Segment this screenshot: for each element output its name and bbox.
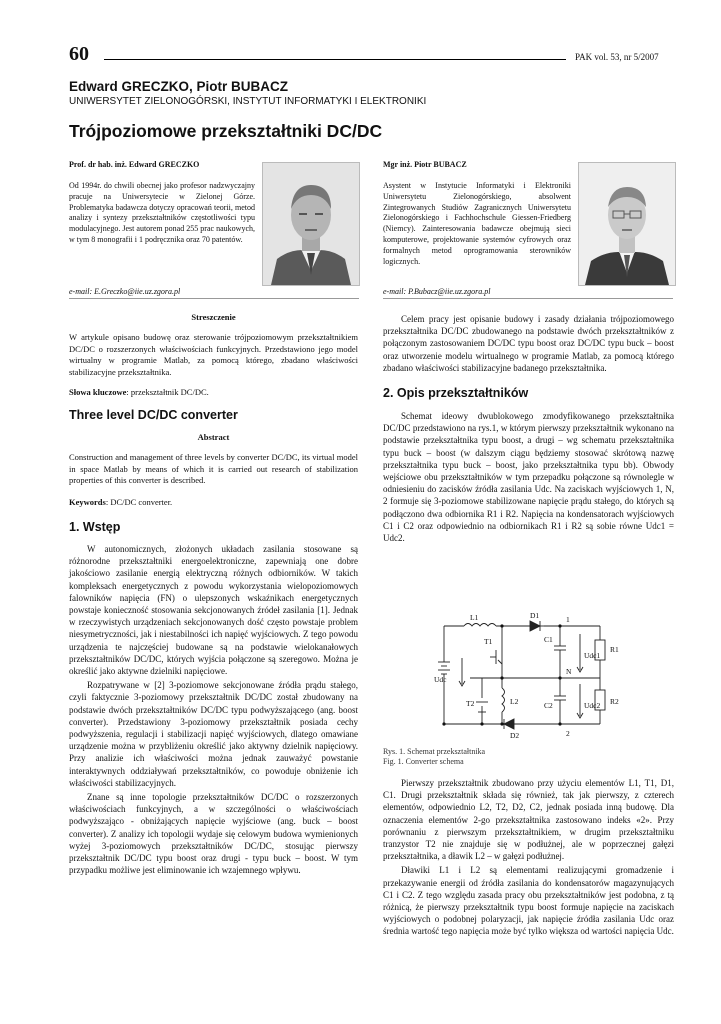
streszczenie-heading: Streszczenie <box>191 312 236 322</box>
right-column-lower <box>383 777 674 938</box>
paragraph-3: Znane są inne topologie przekształtników DC/DC o rozszerzonych właściwościach funkcyjnych, a w szczególności o właściwościach podwyższająco - obniżających napięcie wyjściowe (ang. buck – boost converter). Z analizy ich topologii wydaje się celowym budowa wymienionych wyżej 3-poziomowych przekształtników DC/DC, stosując pierwszy przekształtnik DC/DC typu boost oraz drugi - typu buck – boost. W tym przypadku możliwe jest eliminowanie ich wzajemnego wpływu. <box>69 791 358 876</box>
section-1-heading: 1. Wstęp <box>69 519 121 534</box>
author1-photo <box>262 162 360 286</box>
paragraph-5: Pierwszy przekształtnik zbudowano przy użyciu elementów L1, T1, D1, C1. Drugi przekształtnik składa się również, tak jak pierwszy, z czterech elementów, odpowiednio L2, T2, D2, C2, jednak posiada inną budowę. Dla oznaczenia elementów 2-go przekształtnika zastosowano indeks «2». Przy porównaniu z pierwszym przekształtnikiem, w drugim przekształtniku tranzystor T2 nie znajduje się w podłużnej, ale w poprzecznej gałęzi przekształtnika, a dławik L2 – w gałęzi podłużnej. <box>383 778 674 862</box>
page-number: 60 <box>69 43 89 65</box>
paragraph-4: Schemat ideowy dwublokowego zmodyfikowanego przekształtnika DC/DC przedstawiono na rys.1, w którym pierwszy przekształtnik wykonano na podstawie przekształtnika typu boost, a drugi – wg schematu przekształtnika typu buck – boost (w dalszym ciągu będziemy stosować skrótową nazwę przekształtnika typu buck – boost, jako przekształtnika typu bb). Obwody wejściowe obu przekształtników w tym przepadku połączone są równolegle w odniesieniu do zacisków źródła zasilania Udc. Na zaciskach wyjściowych 1, N, 2 formuje się 3-poziomowe stabilizowane napięcie prądu stałego, do których są podłączono dwa odbiornika R1 i R2. Napięcia na kondensatorach wyjściowych C1 i C2 oraz odpowiednio na odbiornikach R1 i R2 są sobie równe Udc1 = Udc2. <box>383 411 674 544</box>
label-R1: R1 <box>610 645 619 654</box>
bio2-text: Asystent w Instytucie Informatyki i Elektroniki Uniwersytetu Zielonogórskiego, absolwent Zintegrowanych Studiów Zagranicznych Uniwersytetu Zielonogórskiego i Fachhochschule Giessen-Friedberg (Niemcy). Zainteresowania badawcze obejmują sieci komputerowe, projektowanie systemów cyfrowych oraz formalnych metod oprogramowania sterowników logicznych. <box>383 181 571 266</box>
label-C2: C2 <box>544 701 553 710</box>
label-C1: C1 <box>544 635 553 644</box>
label-R2: R2 <box>610 697 619 706</box>
en-keywords-label: Keywords <box>69 496 106 507</box>
section-2-heading: 2. Opis przekształtników <box>383 386 529 401</box>
bio2-email: e-mail: P.Bubacz@iie.uz.zgora.pl <box>383 287 491 296</box>
article-authors: Edward GRECZKO, Piotr BUBACZ <box>69 79 289 94</box>
bio1-text: Od 1994r. do chwili obecnej jako profesor nadzwyczajny pracuje na Uniwersytecie w Zielonej Górze. Problematyka badawcza dotyczy opracowań teorii, metod analizy i syntezy przekształtników częstotliwości typu modulacyjnego. Jest autorem ponad 255 prac naukowych, w tym 8 monografii i 1 podręcznika oraz 70 patentów. <box>69 181 255 244</box>
author2-photo <box>578 162 676 286</box>
en-keywords-line <box>69 496 358 508</box>
bio1-divider <box>69 298 359 299</box>
keywords-label: Słowa kluczowe <box>69 387 127 397</box>
bio2-divider <box>383 298 673 299</box>
label-T1: T1 <box>484 637 493 646</box>
keywords-line <box>69 386 358 398</box>
paragraph-1: W autonomicznych, złożonych układach zasilania stosowane są różnorodne przekształtniki energoelektroniczne, zapewniają one dobre jakościowo zasilanie energią elektryczną różnych odbiorników. W takich kompleksach energetycznych z powodu wykorzystania wielopoziomowych falowników napięcia (FN) o ulepszonych wskaźnikach energetycznych powstaje konieczność stosowania sekcjonowanych źródeł zasilania [1]. Jednak w rzeczywistych urządzeniach sekcjonowanych dość często powstaje problem niesymetryczności, jak i niestabilności ich napięć wyjściowych. Z tego powodu urządzenia te najczęściej budowane są na podstawie wielokanałowych przekształtników DC/DC, których wyjścia połączone są szeregowo. Można je określić jako aktywne dzielniki napięciowe. <box>69 543 358 676</box>
paragraph-6: Dławiki L1 i L2 są elementami realizującymi gromadzenie i przekazywanie energii od źródła zasilania do kondensatorów magazynujących C1 i C2. Z tego względu zasada pracy obu przekształtników jest podobna, z tą różnicą, że pierwszy przekształtnik typu boost formuje napięcie na zaciskach wyjściowych o podobnej polaryzacji, jak napięcie źródła zasilania Udc oraz średnia wartość tego napięcia może być tylko większa od wartości napięcia Udc. <box>383 865 674 937</box>
right-column <box>383 313 674 544</box>
label-L2: L2 <box>510 697 519 706</box>
terminal-1: 1 <box>566 615 570 624</box>
bio2-name: Mgr inż. Piotr BUBACZ <box>383 160 467 169</box>
journal-info: PAK vol. 53, nr 5/2007 <box>575 52 659 62</box>
english-title: Three level DC/DC converter <box>69 408 238 423</box>
left-column <box>69 312 358 876</box>
label-Udc: Udc <box>434 675 447 684</box>
header-rule <box>104 59 566 60</box>
terminal-2: 2 <box>566 729 570 738</box>
label-Udc1: Udc1 <box>584 651 601 660</box>
label-T2: T2 <box>466 699 475 708</box>
label-D1: D1 <box>530 612 540 620</box>
abstract-heading: Abstract <box>197 432 230 443</box>
paragraph-2: Rozpatrywane w [2] 3-poziomowe sekcjonowane źródła prądu stałego, czyli faktycznie 3-poziomowy przekształtnik DC/DC został zbudowany na podstawie dwóch przekształtników DC/DC typu podwyższającego (ang. boost converter). Przedstawiony 3-poziomowy przekształtnik posiada cechy podwyższenia, regulacji i stabilizacji napięć wyjściowych, dlatego omawiane urządzenie można w przybliżeniu określić jako aktywny dzielnik napięciowy. Przy analizie ich właściwości można jednak zauważyć powstanie interaktywnych oddziaływań przekształtników, co powoduje obniżenie ich właściwości stabilizacyjnych. <box>69 680 358 788</box>
bio1-email: e-mail: E.Greczko@iie.uz.zgora.pl <box>69 287 181 296</box>
terminal-N: N <box>566 667 572 676</box>
label-Udc2: Udc2 <box>584 701 601 710</box>
abstract-text: Construction and management of three levels by converter DC/DC, its virtual model in space Matlab by means of which it is carried out research of stabilization properties of this converter is described. <box>69 452 358 486</box>
label-L1: L1 <box>470 613 479 622</box>
article-title: Trójpoziomowe przekształtniki DC/DC <box>69 121 383 141</box>
converter-schematic <box>430 612 645 740</box>
streszczenie-text: W artykule opisano budowę oraz sterowanie trójpoziomowym przekształtnikiem DC/DC o rozszerzonych właściwościach funkcyjnych. Przedstawiono jego model wirtualny w programie Matlab, za pomocą którego, zbadano właściwości stabilizacyjne przekształtnika. <box>69 332 358 377</box>
bio1-name: Prof. dr hab. inż. Edward GRECZKO <box>69 160 200 169</box>
en-keywords-value: : DC/DC converter. <box>105 496 173 507</box>
intro-paragraph: Celem pracy jest opisanie budowy i zasady działania trójpoziomowego przekształtnika DC/DC zbudowanego na podstawie dwóch przekształtników z połączonym zastosowaniem DC/DC typu boost oraz DC/DC typu buck – boost oraz utworzenie modelu wirtualnego w programie Matlab, za pomocą którego zbadano właściwości stabilizacyjne badanego przekształtnika. <box>383 314 674 373</box>
keywords-value: : przekształtnik DC/DC. <box>126 387 209 397</box>
figure-caption-en: Fig. 1. Converter schema <box>383 757 464 766</box>
article-affiliation: UNIWERSYTET ZIELONOGÓRSKI, INSTYTUT INFORMATYKI I ELEKTRONIKI <box>69 96 427 107</box>
figure-caption-pl: Rys. 1. Schemat przekształtnika <box>383 747 486 756</box>
label-D2: D2 <box>510 731 520 740</box>
